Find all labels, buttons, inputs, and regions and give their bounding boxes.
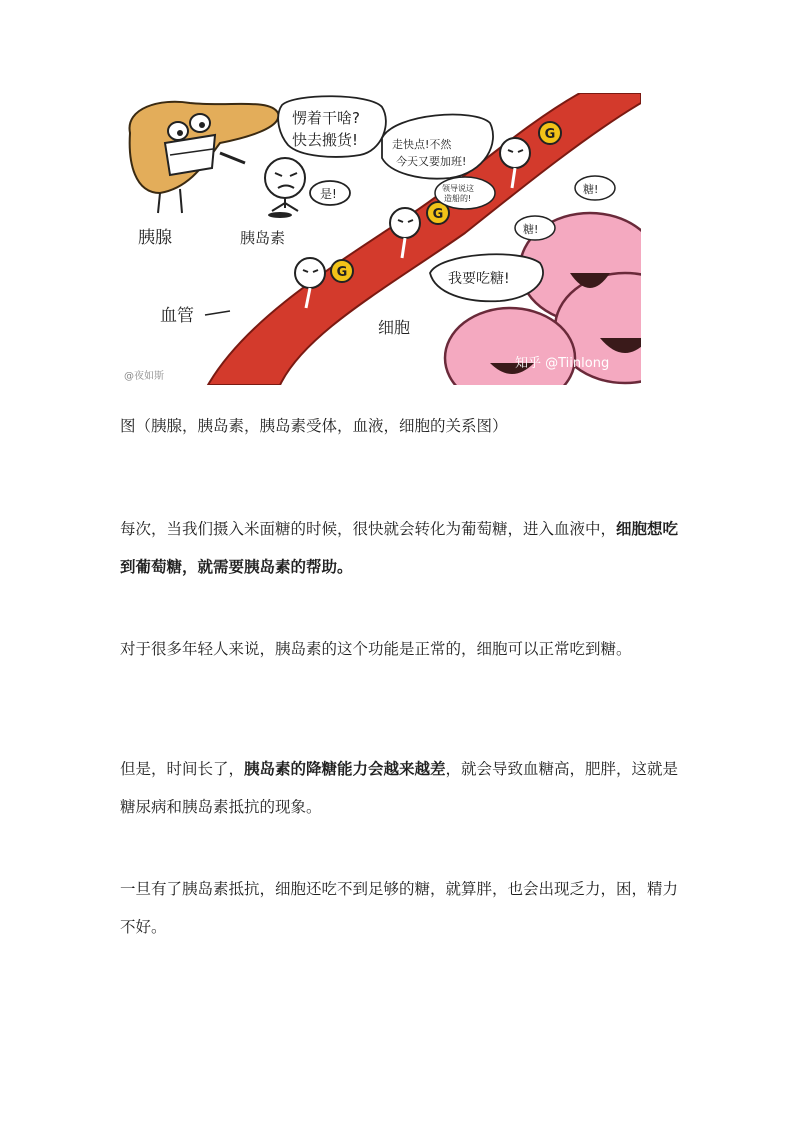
glucose-molecule bbox=[539, 122, 561, 144]
figure-caption: 图（胰腺，胰岛素，胰岛素受体，血液，细胞的关系图） bbox=[120, 417, 508, 435]
paragraph-text: 每次，当我们摄入米面糖的时候，很快就会转化为葡萄糖，进入血液中， bbox=[120, 520, 617, 538]
insulin-character bbox=[265, 158, 305, 218]
svg-text:G: G bbox=[432, 207, 444, 222]
insulin-label: 胰岛素 bbox=[240, 229, 286, 247]
svg-text:G: G bbox=[544, 127, 556, 142]
svg-text:G: G bbox=[336, 265, 348, 280]
pancreas-character bbox=[130, 102, 279, 213]
cell-sugar-bubble bbox=[515, 216, 555, 240]
artist-signature: @夜如斯 bbox=[124, 371, 164, 382]
paragraph-1 bbox=[120, 510, 680, 586]
paragraph-4: 一旦有了胰岛素抵抗，细胞还吃不到足够的糖，就算胖，也会出现乏力，困，精力不好。 bbox=[120, 880, 679, 936]
paragraph-2: 对于很多年轻人来说，胰岛素的这个功能是正常的，细胞可以正常吃到糖。 bbox=[120, 640, 632, 658]
insulin-speech-bubble bbox=[310, 181, 350, 205]
small-note-bubble bbox=[435, 177, 495, 209]
illustration-svg bbox=[120, 93, 641, 385]
glucose-molecule bbox=[331, 260, 353, 282]
pancreas-insulin-cell-illustration bbox=[120, 93, 641, 385]
blood-vessel-label: 血管 bbox=[160, 306, 194, 326]
bubble-text: 我要吃糖! bbox=[448, 271, 510, 287]
bubble-text: 走快点!不然 bbox=[392, 138, 452, 151]
bubble-text: 今天又要加班! bbox=[396, 155, 467, 168]
pancreas-speech-bubble bbox=[278, 96, 386, 157]
bubble-text: 造船的! bbox=[444, 194, 472, 203]
paragraph-bold-text: 细胞想吃到葡萄糖，就需要胰岛素的帮助。 bbox=[120, 520, 679, 576]
bubble-text: 快去搬货! bbox=[292, 131, 359, 149]
paragraph-bold-text: 胰岛素的降糖能力会越来越差 bbox=[244, 760, 446, 778]
paragraph-text: 但是，时间长了， bbox=[120, 760, 245, 778]
bubble-text: 是! bbox=[320, 187, 337, 201]
watermark: 知乎 @Tiinlong bbox=[515, 356, 610, 371]
cell-speech-bubble bbox=[430, 254, 543, 301]
bubble-text: 愣着干啥? bbox=[292, 109, 360, 127]
bubble-text: 糖! bbox=[583, 183, 599, 196]
cell-sugar-bubble bbox=[575, 176, 615, 200]
pancreas-label: 胰腺 bbox=[138, 228, 172, 248]
bubble-text: 领导说这 bbox=[442, 184, 474, 193]
cell-label: 细胞 bbox=[378, 318, 411, 337]
paragraph-3 bbox=[120, 750, 680, 826]
paragraph-text: ，就会导致血糖高，肥胖，这就是糖尿病和胰岛素抵抗的现象。 bbox=[120, 760, 679, 816]
bubble-text: 糖! bbox=[523, 223, 539, 236]
